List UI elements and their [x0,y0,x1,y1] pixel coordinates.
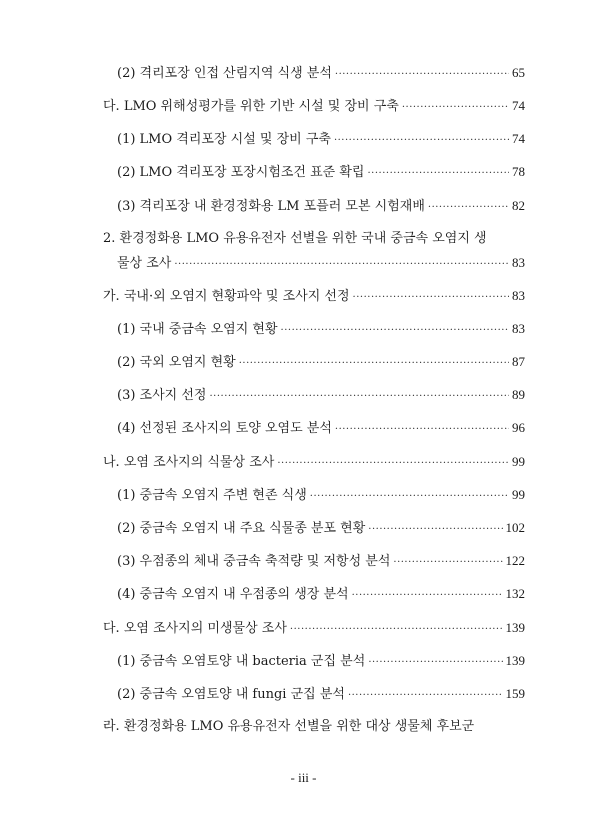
page-number: 122 [505,553,525,568]
dot-leader [402,99,509,117]
page-number: 132 [505,586,525,601]
entry-title: (1) 중금속 오염지 주변 현존 식생 [117,488,307,503]
page-number: 87 [512,354,525,369]
dot-leader [174,256,509,274]
entry-title: (3) 우점종의 체내 중금속 축적량 및 저항성 분석 [117,554,391,569]
dot-leader [277,455,509,473]
page-number: 99 [512,454,525,469]
dot-leader [290,621,503,639]
entry-title: 라. 환경정화용 LMO 유용유전자 선별을 위한 대상 생물체 후보군 [103,719,475,734]
page-number: 139 [505,620,525,635]
entry-title: (2) 격리포장 인접 산림지역 식생 분석 [117,66,332,81]
page-number: 65 [512,65,525,80]
entry-title: (1) 국내 중금속 오염지 현황 [117,322,278,337]
entry-title: (2) 중금속 오염토양 내 fungi 군집 분석 [117,687,345,702]
entry-title: 다. LMO 위해성평가를 위한 기반 시설 및 장비 구축 [103,99,399,114]
entry-title: (2) 중금속 오염지 내 주요 식물종 분포 현황 [117,521,366,536]
entry-title-continuation: 물상 조사 [117,256,172,271]
page-number: 83 [512,321,525,336]
page-number: 83 [512,288,525,303]
dot-leader [352,587,503,605]
dot-leader [353,289,509,307]
page-number: 139 [505,653,525,668]
dot-leader [209,388,509,406]
entry-title: 가. 국내·외 오염지 현황파악 및 조사지 선정 [103,289,350,304]
page-number: 83 [512,255,525,270]
page-number: 82 [512,198,525,213]
entry-title: 다. 오염 조사지의 미생물상 조사 [103,621,287,636]
page-number: 74 [512,131,525,146]
entry-title: (2) LMO 격리포장 포장시험조건 표준 확립 [117,165,365,180]
dot-leader [239,355,509,373]
entry-title: 나. 오염 조사지의 식물상 조사 [103,455,275,470]
entry-title: (3) 격리포장 내 환경정화용 LM 포플러 모본 시험재배 [117,199,425,214]
dot-leader [368,165,510,183]
dot-leader [334,132,509,150]
entry-title: (1) 중금속 오염토양 내 bacteria 군집 분석 [117,654,366,669]
entry-title: (1) LMO 격리포장 시설 및 장비 구축 [117,132,331,147]
dot-leader [281,322,509,340]
page-number: 96 [512,420,525,435]
page-number: 74 [512,98,525,113]
page-number: 159 [505,686,525,701]
page-number: 78 [512,164,525,179]
dot-leader [335,66,509,84]
entry-title: (3) 조사지 선정 [117,388,207,403]
dot-leader [335,421,509,439]
page-number: 99 [512,487,525,502]
dot-leader [348,687,503,705]
dot-leader [393,554,502,572]
entry-title: (4) 선정된 조사지의 토양 오염도 분석 [117,421,332,436]
dot-leader [368,654,502,672]
dot-leader [368,521,502,539]
dot-leader [310,488,509,506]
page-number: 89 [512,387,525,402]
dot-leader [428,199,509,217]
page-footer: - iii - [290,770,317,785]
page-number: 102 [505,520,525,535]
entry-title: (2) 국외 오염지 현황 [117,355,236,370]
entry-title: 2. 환경정화용 LMO 유용유전자 선별을 위한 국내 중금속 오염지 생 [103,231,487,246]
entry-title: (4) 중금속 오염지 내 우점종의 생장 분석 [117,587,349,602]
